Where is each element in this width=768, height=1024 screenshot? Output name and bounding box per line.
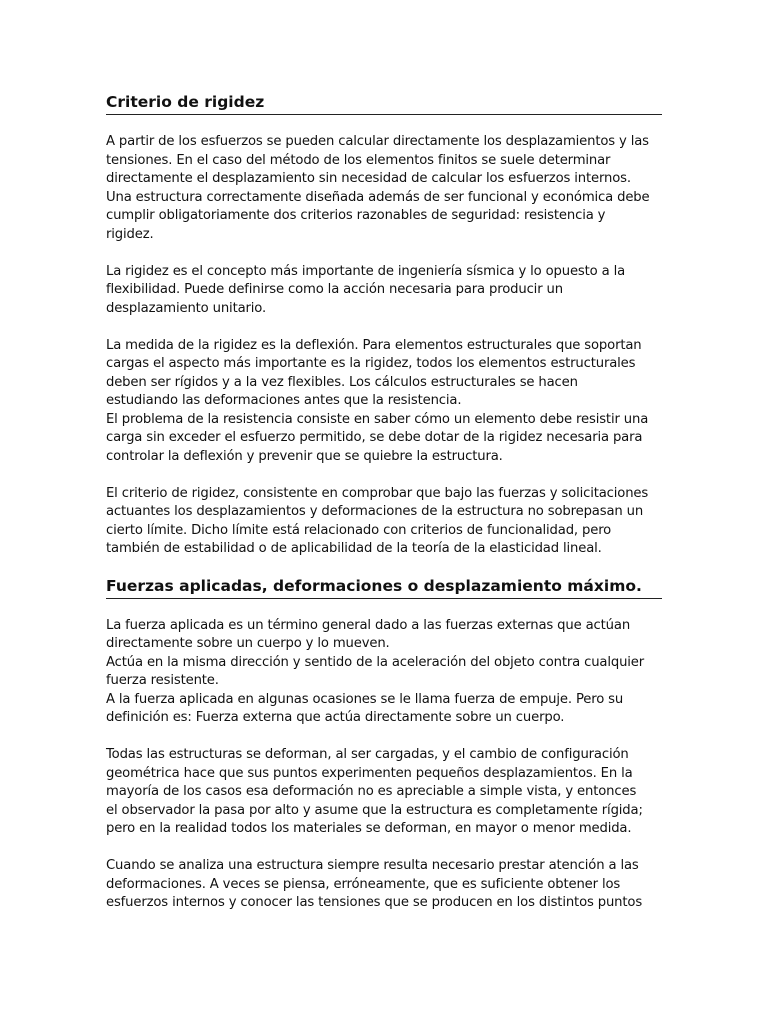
text-line: el observador la pasa por alto y asume que la estructura es completamente rígida;: [106, 802, 643, 818]
text-line: directamente sobre un cuerpo y lo mueven.: [106, 636, 390, 651]
paragraph-deformacion: [106, 746, 662, 839]
document-page: [106, 92, 662, 913]
text-line: A la fuerza aplicada en algunas ocasiones se le llama fuerza de empuje. Pero su: [106, 691, 624, 707]
text-line: Todas las estructuras se deforman, al ser cargadas, y el cambio de configuración: [106, 747, 629, 762]
text-line: cierto límite. Dicho límite está relacionado con criterios de funcionalidad, pero: [106, 522, 612, 538]
text-line: carga sin exceder el esfuerzo permitido, se debe dotar de la rigidez necesaria para: [106, 430, 643, 445]
paragraph-deflexion: [106, 337, 662, 467]
text-line: Cuando se analiza una estructura siempre resulta necesario prestar atención a las: [106, 858, 639, 873]
paragraph-rigidez-concepto: [106, 263, 662, 319]
text-line: Actúa en la misma dirección y sentido de la aceleración del objeto contra cualquier: [106, 654, 645, 670]
text-line: El criterio de rigidez, consistente en comprobar que bajo las fuerzas y solicitaciones: [106, 485, 649, 501]
paragraph-criterio: [106, 485, 662, 559]
text-line: esfuerzos internos y conocer las tensiones que se producen en los distintos puntos: [106, 895, 643, 910]
text-line: La rigidez es el concepto más importante de ingeniería sísmica y lo opuesto a la: [106, 263, 626, 279]
text-line: desplazamiento unitario.: [106, 300, 267, 316]
text-line: cargas el aspecto más importante es la rigidez, todos los elementos estructurales: [106, 356, 636, 371]
text-line: también de estabilidad o de aplicabilidad de la teoría de la elasticidad lineal.: [106, 541, 602, 556]
text-line: El problema de la resistencia consiste en saber cómo un elemento debe resistir una: [106, 411, 649, 427]
text-line: actuantes los desplazamientos y deformaciones de la estructura no sobrepasan un: [106, 504, 644, 519]
text-line: controlar la deflexión y prevenir que se quiebre la estructura.: [106, 448, 503, 464]
text-line: deben ser rígidos y a la vez flexibles. Los cálculos estructurales se hacen: [106, 374, 578, 390]
text-line: fuerza resistente.: [106, 673, 219, 688]
paragraph-fuerza-aplicada: [106, 617, 662, 728]
section-heading-rigidez: Criterio de rigidez: [106, 92, 662, 115]
text-line: rigidez.: [106, 226, 154, 242]
paragraph-analisis: [106, 857, 662, 913]
section-heading-fuerzas: Fuerzas aplicadas, deformaciones o desplazamiento máximo.: [106, 576, 662, 599]
text-line: flexibilidad. Puede definirse como la acción necesaria para producir un: [106, 282, 563, 297]
text-line: geométrica hace que sus puntos experimenten pequeños desplazamientos. En la: [106, 765, 633, 781]
text-line: estudiando las deformaciones antes que la resistencia.: [106, 393, 462, 408]
text-line: pero en la realidad todos los materiales se deforman, en mayor o menor medida.: [106, 821, 632, 836]
text-line: cumplir obligatoriamente dos criterios razonables de seguridad: resistencia y: [106, 208, 606, 223]
text-line: Una estructura correctamente diseñada además de ser funcional y económica debe: [106, 189, 650, 205]
paragraph-desplazamientos: [106, 133, 662, 244]
text-line: La fuerza aplicada es un término general dado a las fuerzas externas que actúan: [106, 617, 631, 633]
text-line: directamente el desplazamiento sin necesidad de calcular los esfuerzos internos.: [106, 171, 631, 186]
text-line: A partir de los esfuerzos se pueden calcular directamente los desplazamientos y las: [106, 134, 649, 149]
text-line: mayoría de los casos esa deformación no es apreciable a simple vista, y entonces: [106, 784, 637, 799]
text-line: deformaciones. A veces se piensa, erróneamente, que es suficiente obtener los: [106, 876, 621, 892]
text-line: La medida de la rigidez es la deflexión. Para elementos estructurales que soportan: [106, 337, 642, 353]
text-line: definición es: Fuerza externa que actúa directamente sobre un cuerpo.: [106, 710, 565, 725]
text-line: tensiones. En el caso del método de los elementos finitos se suele determinar: [106, 152, 611, 168]
